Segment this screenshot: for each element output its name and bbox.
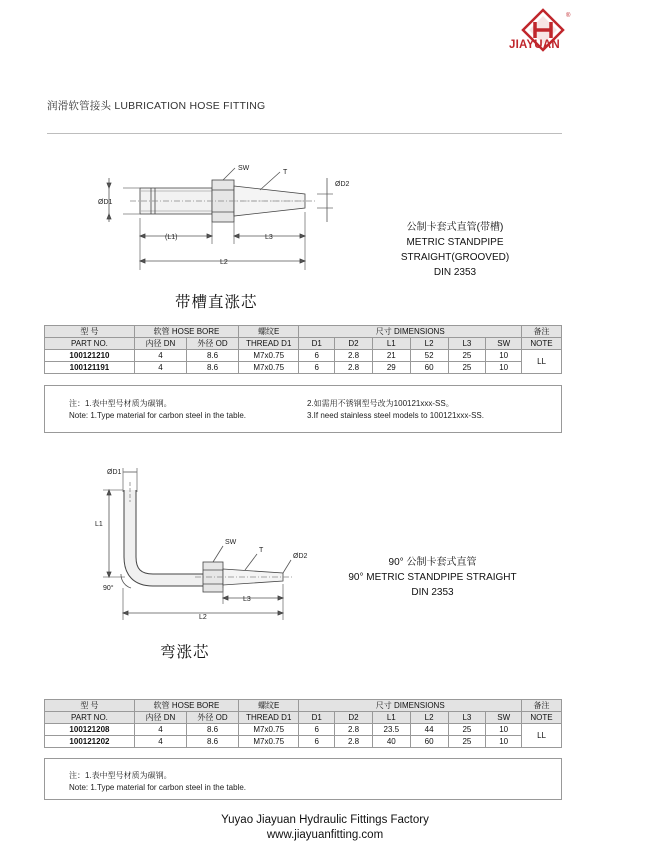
spec-table-straight: [44, 325, 562, 374]
th-thread-en: THREAD D1: [239, 338, 299, 350]
cell-d1: 6: [299, 362, 335, 374]
th-sw: SW: [486, 712, 522, 724]
th-hose-bore: 软管 HOSE BORE: [134, 326, 238, 338]
th-dn: 内径 DN: [134, 712, 186, 724]
cell-part: 100121202: [45, 736, 135, 748]
cell-dn: 4: [134, 350, 186, 362]
label-t: T: [259, 547, 264, 554]
straight-standpipe-drawing: [95, 160, 365, 270]
th-od: 外径 OD: [187, 712, 239, 724]
th-l1: L1: [372, 712, 410, 724]
cell-l1: 21: [372, 350, 410, 362]
th-note-en: NOTE: [522, 712, 562, 724]
cell-thread: M7x0.75: [239, 736, 299, 748]
cell-note: LL: [522, 724, 562, 748]
table-row: [45, 724, 562, 736]
note-left-1: 注：1.表中型号材质为碳钢。: [69, 399, 172, 408]
th-part-cn: 型 号: [45, 700, 135, 712]
section2-cn-title: 弯涨芯: [160, 644, 210, 661]
cell-l3: 25: [448, 350, 486, 362]
label-l1: (L1): [165, 234, 178, 241]
cell-d2: 2.8: [335, 362, 373, 374]
cell-thread: M7x0.75: [239, 362, 299, 374]
th-d2: D2: [335, 338, 373, 350]
cell-l1: 29: [372, 362, 410, 374]
label-l2: L2: [220, 259, 228, 266]
th-d2: D2: [335, 712, 373, 724]
desc-line-cn: 90° 公制卡套式直管: [388, 557, 477, 568]
label-d1: ØD1: [107, 469, 122, 476]
footer-website[interactable]: www.jiayuanfitting.com: [266, 829, 384, 841]
cell-sw: 10: [486, 362, 522, 374]
spec-table-bent: [44, 699, 562, 748]
label-l3: L3: [243, 596, 251, 603]
title-divider: [47, 133, 562, 134]
standpipe-description: [360, 220, 550, 280]
cell-l2: 44: [410, 724, 448, 736]
desc-line-1: METRIC STANDPIPE: [406, 237, 504, 248]
cell-part: 100121208: [45, 724, 135, 736]
cell-d1: 6: [299, 350, 335, 362]
desc-line-3: DIN 2353: [433, 267, 477, 278]
notes-box-bent: [44, 758, 562, 800]
footer-company: Yuyao Jiayuan Hydraulic Fittings Factory: [221, 814, 429, 826]
desc-line-1: 90° METRIC STANDPIPE STRAIGHT: [348, 572, 517, 583]
cell-d1: 6: [299, 736, 335, 748]
brand-name: JIAYUAN: [509, 39, 560, 51]
note-left-1: 注：1.表中型号材质为碳钢。: [69, 771, 172, 780]
cell-l1: 40: [372, 736, 410, 748]
th-l1: L1: [372, 338, 410, 350]
th-l2: L2: [410, 338, 448, 350]
label-l1: L1: [95, 521, 103, 528]
th-dimensions: 尺寸 DIMENSIONS: [299, 326, 522, 338]
page-title: 润滑软管接头 LUBRICATION HOSE FITTING: [47, 100, 266, 112]
note-right-2: 3.If need stainless steel models to 100121xxx-SS.: [307, 411, 484, 420]
label-l2: L2: [199, 614, 207, 621]
th-note-cn: 备注: [522, 326, 562, 338]
cell-od: 8.6: [187, 350, 239, 362]
th-dn: 内径 DN: [134, 338, 186, 350]
th-thread-en: THREAD D1: [239, 712, 299, 724]
cell-l2: 60: [410, 736, 448, 748]
cell-note: LL: [522, 350, 562, 374]
th-note-en: NOTE: [522, 338, 562, 350]
bent-description: [330, 555, 535, 600]
cell-thread: M7x0.75: [239, 724, 299, 736]
cell-l1: 23.5: [372, 724, 410, 736]
cell-l3: 25: [448, 736, 486, 748]
table-row: [45, 350, 562, 362]
bent-standpipe-drawing: [85, 462, 330, 622]
note-right-1: 2.如需用不锈钢型号改为100121xxx-SS。: [307, 399, 454, 408]
desc-line-2: STRAIGHT(GROOVED): [400, 252, 510, 263]
label-sw: SW: [225, 539, 237, 546]
th-part-en: PART NO.: [45, 338, 135, 350]
cell-l3: 25: [448, 362, 486, 374]
cell-d2: 2.8: [335, 736, 373, 748]
cell-d2: 2.8: [335, 724, 373, 736]
table-row: [45, 362, 562, 374]
th-thread-cn: 螺纹E: [239, 700, 299, 712]
cell-sw: 10: [486, 724, 522, 736]
cell-part: 100121191: [45, 362, 135, 374]
cell-od: 8.6: [187, 362, 239, 374]
cell-od: 8.6: [187, 724, 239, 736]
cell-dn: 4: [134, 736, 186, 748]
note-left-2: Note: 1.Type material for carbon steel in the table.: [69, 411, 246, 420]
th-l2: L2: [410, 712, 448, 724]
notes-box-straight: [44, 385, 562, 433]
note-left-2: Note: 1.Type material for carbon steel in the table.: [69, 783, 246, 792]
th-d1: D1: [299, 712, 335, 724]
th-dimensions: 尺寸 DIMENSIONS: [299, 700, 522, 712]
label-t: T: [283, 169, 288, 176]
cell-d2: 2.8: [335, 350, 373, 362]
desc-line-2: DIN 2353: [411, 587, 454, 598]
label-d2: ØD2: [335, 181, 350, 188]
th-l3: L3: [448, 712, 486, 724]
cell-l2: 60: [410, 362, 448, 374]
label-d2: ØD2: [293, 553, 308, 560]
label-d1: ØD1: [98, 199, 113, 206]
table-row: [45, 736, 562, 748]
label-sw: SW: [238, 165, 250, 172]
cell-l3: 25: [448, 724, 486, 736]
th-hose-bore: 软管 HOSE BORE: [134, 700, 238, 712]
th-part-en: PART NO.: [45, 712, 135, 724]
th-note-cn: 备注: [522, 700, 562, 712]
cell-l2: 52: [410, 350, 448, 362]
cell-dn: 4: [134, 724, 186, 736]
label-angle: 90°: [103, 585, 114, 592]
cell-sw: 10: [486, 350, 522, 362]
section1-cn-title: 带槽直涨芯: [175, 294, 258, 311]
th-l3: L3: [448, 338, 486, 350]
th-part-cn: 型 号: [45, 326, 135, 338]
th-d1: D1: [299, 338, 335, 350]
label-l3: L3: [265, 234, 273, 241]
th-thread-cn: 螺纹E: [239, 326, 299, 338]
th-od: 外径 OD: [187, 338, 239, 350]
desc-line-cn: 公制卡套式直管(带槽): [406, 222, 504, 233]
cell-dn: 4: [134, 362, 186, 374]
cell-sw: 10: [486, 736, 522, 748]
th-sw: SW: [486, 338, 522, 350]
cell-d1: 6: [299, 724, 335, 736]
cell-thread: M7x0.75: [239, 350, 299, 362]
cell-od: 8.6: [187, 736, 239, 748]
registered-mark: ®: [566, 13, 571, 19]
cell-part: 100121210: [45, 350, 135, 362]
